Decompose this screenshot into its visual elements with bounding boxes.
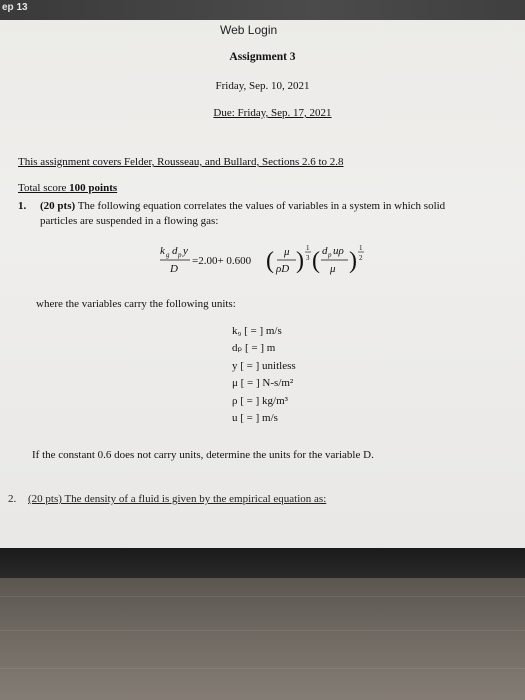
svg-text:2: 2 [359,254,363,262]
svg-text:(: ( [312,248,320,274]
desk-grain [0,596,525,597]
question-1-points: (20 pts) [40,200,76,212]
total-score-label: Total score [18,182,70,194]
svg-text:p: p [328,251,332,259]
svg-text:D: D [170,263,178,275]
desk-surface [0,578,525,700]
total-score [18,182,117,194]
due-date: Due: Friday, Sep. 17, 2021 [213,107,332,119]
unit-mu: μ [ = ] N-s/m² [232,377,294,390]
unit-rho: ρ [ = ] kg/m³ [232,394,288,407]
units-intro: where the variables carry the following units: [36,298,236,310]
equation-middle: =2.00+ 0.600 [192,255,252,267]
svg-text:(: ( [266,248,274,274]
svg-text:k: k [160,245,165,257]
svg-text:): ) [349,248,357,274]
unit-dp: dₚ [ = ] m [232,342,276,355]
svg-text:y: y [183,245,188,257]
question-1-line-2: particles are suspended in a flowing gas: [40,215,219,227]
unit-u: u [ = ] m/s [232,412,278,425]
svg-text:1: 1 [306,244,310,252]
units-list [232,323,372,427]
svg-text:g: g [166,251,170,259]
unit-kg: k₉ [ = ] m/s [232,325,282,337]
page-title[interactable]: Web Login [220,23,278,37]
svg-text:): ) [296,248,304,274]
svg-text:1: 1 [359,244,363,252]
laptop-bezel [0,548,525,578]
svg-text:p: p [178,251,182,259]
svg-text:μ: μ [284,246,290,258]
question-1-line-1 [40,200,445,212]
desk-grain [0,668,525,669]
svg-text:d: d [172,245,178,257]
assignment-date: Friday, Sep. 10, 2021 [215,80,310,92]
question-2-number: 2. [8,493,17,505]
svg-text:μ: μ [330,263,336,275]
svg-text:uρ: uρ [333,245,344,257]
question-2-cutoff [8,493,327,505]
desk-grain [0,630,525,631]
unit-y: y [ = ] unitless [232,359,296,372]
assignment-title: Assignment 3 [229,51,296,63]
coverage-text: This assignment covers Felder, Rousseau, and Bullard, Sections 2.6 to 2.8 [18,156,344,168]
question-1-number: 1. [18,200,27,212]
corner-text: ep 13 [2,2,28,13]
svg-text:ρD: ρD [276,263,290,275]
correlation-equation [160,240,400,280]
svg-text:3: 3 [306,254,310,262]
total-score-value: 100 points [69,182,118,194]
question-1-final: If the constant 0.6 does not carry units, determine the units for the variable D. [32,449,374,461]
browser-top-bar [0,0,525,20]
question-2-text: (20 pts) The density of a fluid is given by the empirical equation as: [28,493,327,505]
svg-text:d: d [322,245,328,257]
question-1-text-a: The following equation correlates the values of variables in a system in which solid [75,200,446,212]
